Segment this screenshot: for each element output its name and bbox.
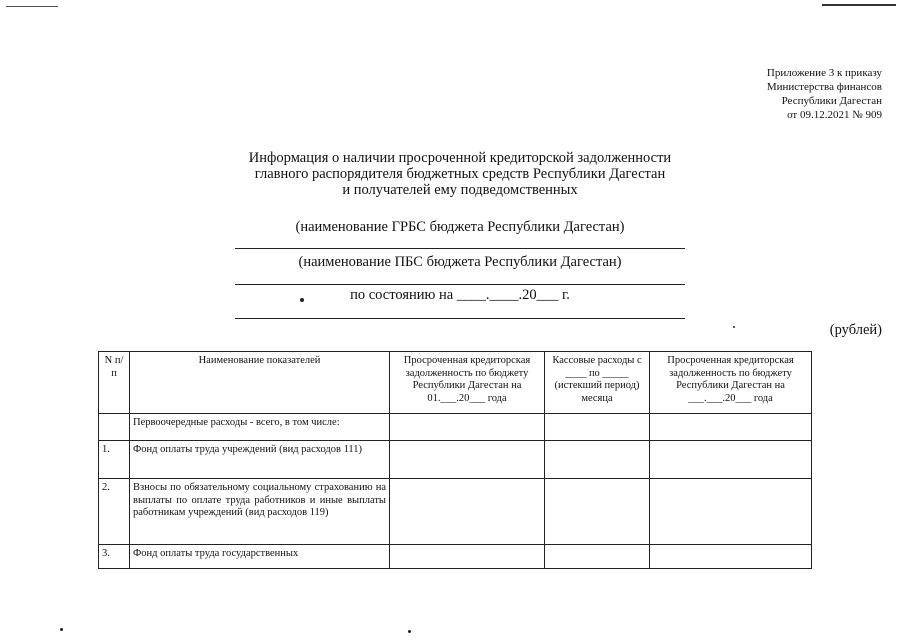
header-overdue-debt-end: Просроченная кредиторская задолженность по бюджету Республики Дагестан на ___.___.20___ года <box>650 352 812 414</box>
appendix-reference <box>767 66 882 122</box>
data-cell[interactable] <box>390 441 545 479</box>
scan-dot <box>60 628 63 631</box>
data-cell[interactable] <box>545 545 650 569</box>
grbs-name-line <box>235 248 685 249</box>
appendix-line: Республики Дагестан <box>781 95 882 107</box>
row-indicator-name: Первоочередные расходы - всего, в том числе: <box>130 414 390 441</box>
table-row <box>99 414 812 441</box>
row-number: 2. <box>99 479 130 545</box>
data-cell[interactable] <box>545 479 650 545</box>
appendix-line: от 09.12.2021 № 909 <box>787 109 882 121</box>
title-line: Информация о наличии просроченной кредиторской задолженности <box>248 150 672 166</box>
pbs-name-line <box>235 284 685 285</box>
units-label: (рублей) <box>829 322 882 338</box>
appendix-line: Министерства финансов <box>766 81 882 93</box>
as-of-date-caption: по состоянию на ____.____.20___ г. <box>350 287 570 303</box>
row-number: 1. <box>99 441 130 479</box>
row-number: 3. <box>99 545 130 569</box>
scan-dot <box>300 298 304 302</box>
data-cell[interactable] <box>650 479 812 545</box>
table-row <box>99 545 812 569</box>
data-cell[interactable] <box>390 545 545 569</box>
debt-table <box>98 351 812 569</box>
header-overdue-debt-start: Просроченная кредиторская задолженность по бюджету Республики Дагестан на 01.___.20___ года <box>390 352 545 414</box>
header-cash-expenses: Кассовые расходы с ____ по _____ (истекший период) месяца <box>545 352 650 414</box>
title-line: главного распорядителя бюджетных средств Республики Дагестан <box>254 166 666 182</box>
row-indicator-name: Фонд оплаты труда государственных <box>130 545 390 569</box>
data-cell[interactable] <box>390 414 545 441</box>
scan-edge-mark <box>6 6 58 7</box>
data-cell[interactable] <box>650 545 812 569</box>
date-line <box>235 318 685 319</box>
row-indicator-name: Взносы по обязательному социальному страхованию на выплаты по оплате труда работников и иные выплаты работникам учреждений (вид расходов 119) <box>130 479 390 545</box>
document-title <box>150 150 770 198</box>
row-number <box>99 414 130 441</box>
grbs-name-caption: (наименование ГРБС бюджета Республики Дагестан) <box>295 219 625 235</box>
table-row <box>99 479 812 545</box>
header-indicator-name: Наименование показателей <box>130 352 390 414</box>
pbs-name-caption: (наименование ПБС бюджета Республики Дагестан) <box>298 254 622 270</box>
table-row <box>99 441 812 479</box>
scan-dot <box>733 326 735 328</box>
scan-corner-mark <box>822 4 896 6</box>
data-cell[interactable] <box>545 441 650 479</box>
row-indicator-name: Фонд оплаты труда учреждений (вид расходов 111) <box>130 441 390 479</box>
scan-dot <box>408 630 411 633</box>
appendix-line: Приложение 3 к приказу <box>766 67 882 79</box>
data-cell[interactable] <box>650 441 812 479</box>
table-header-row <box>99 352 812 414</box>
data-cell[interactable] <box>650 414 812 441</box>
header-number: N п/п <box>99 352 130 414</box>
data-cell[interactable] <box>545 414 650 441</box>
title-line: и получателей ему подведомственных <box>342 182 578 198</box>
data-cell[interactable] <box>390 479 545 545</box>
